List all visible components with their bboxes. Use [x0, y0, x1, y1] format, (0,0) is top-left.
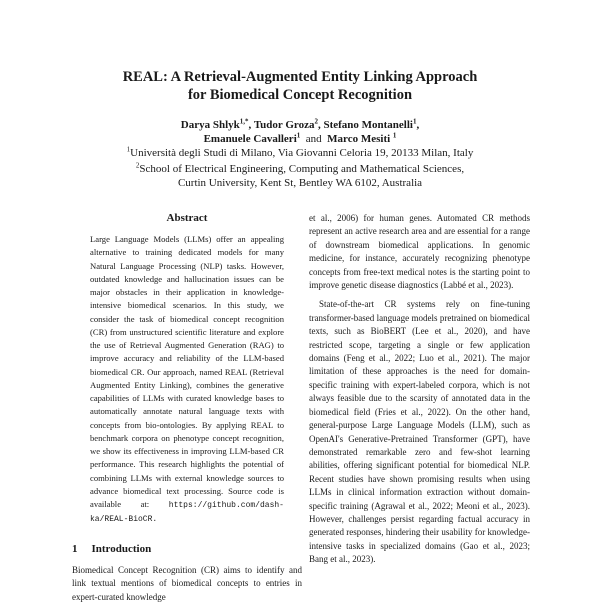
author-name: Stefano Montanelli — [323, 119, 413, 131]
affiliation-1: $^1$Università degli Studi di Milano, Via Giovanni Celoria 19, 20133 Milan, Italy — [126, 145, 474, 159]
author-name: Tudor Groza — [253, 119, 315, 131]
paragraph: et al., 2006) for human genes. Automated CR methods represent an active research area and are essential for a range of downstream biomedical applications. In genomic medicine, for instance, accurately recognizing phenotype concepts from free-text medical notes is the starting point to improve genetic disease diagnostics (Labbé et al., 2023). — [309, 213, 530, 291]
right-column-text — [309, 212, 530, 567]
author-sup: 2 — [314, 117, 318, 126]
author-sup: 1 — [296, 131, 301, 140]
code-link[interactable]: https://github.com/dash-ka/REAL-BioCR. — [90, 501, 284, 525]
author-line-1: Darya Shlyk$^{1,*}$, Tudor Groza$^2$, Stefano Montanelli$^1$, — [180, 117, 420, 131]
author-line-2 — [0, 132, 600, 146]
author-sup: 1,* — [239, 117, 249, 126]
author-sup: 1 — [392, 131, 397, 140]
author-name: Marco Mesiti — [327, 133, 391, 145]
section-heading-introduction: 1 Introduction — [72, 543, 152, 555]
left-column-text: Biomedical Concept Recognition (CR) aims to identify and link textual mentions of biomedical concepts to entries in expert-curated knowledge — [72, 565, 302, 602]
abstract-body: Large Language Models (LLMs) offer an appealing alternative to training dedicated models for many Natural Language Processing (NLP) tasks. However, outdated knowledge and hallucination issues can be major obstacles in their application in knowledge-intensive biomedical scenarios. In this study, we consider the task of biomedical concept recognition (CR) from unstructured scientific literature and explore the use of Retrieval Augmented Generation (RAG) to improve accuracy and reliability of the LLM-based biomedical CR. Our approach, named REAL (Retrieval Augmented Entity Linking), combines the generative capabilities of LLMs with curated knowledge bases to automatically annotate natural language texts with concepts from bio-ontologies. By applying REAL to benchmark corpora on phenotype concept recognition, we show its effectiveness in improving LLM-based CR performance. This research highlights the potential of combining LLMs with external knowledge sources to advance biomedical text processing. Source code is available at: https://github.com/dash-ka/REAL-BioCR. — [90, 234, 284, 525]
affiliation-2-cont: Curtin University, Kent St, Bentley WA 6102, Australia — [177, 177, 423, 189]
author-name: Darya Shlyk — [180, 119, 240, 131]
paragraph: State-of-the-art CR systems rely on fine-tuning transformer-based language models pretrained on biomedical texts, such as BioBERT (Lee et al., 2020), and have restricted scope, targeting a single or few application domains (Feng et al., 2022; Luo et al., 2021). The major limitation of these approaches is the need for domain-specific training with expert-labeled corpora, which is not always feasible due to the scarsity of annotated data in the biomedical field (Fries et al., 2022). On the other hand, general-purpose Large Language Models (LLM), such as OpenAI's Generative-Pretrained Transformer (GPT), have demonstrated remarkable zero and few-shot learning abilities, offering significant potential for biomedical NLP. Recent studies have shown promising results when using LLMs in clinical information extraction without domain-specific training (Agrawal et al., 2022; Meoni et al., 2023). However, challenges persist regarding factual accuracy in generated responses, hindering their usability for knowledge-intensive tasks in specialized domains (Gao et al., 2023; Bang et al., 2023). — [309, 299, 530, 565]
author-sup: 1 — [412, 117, 417, 126]
abstract-heading: Abstract — [166, 212, 208, 224]
paper-title-line-1: REAL: A Retrieval-Augmented Entity Linking Approach — [122, 69, 478, 85]
paper-title-line-2: for Biomedical Concept Recognition — [187, 87, 413, 103]
author-name: Emanuele Cavalleri — [203, 133, 297, 145]
and-word: and — [305, 133, 322, 145]
affiliation-2: $^2$School of Electrical Engineering, Computing and Mathematical Sciences, — [135, 161, 465, 175]
